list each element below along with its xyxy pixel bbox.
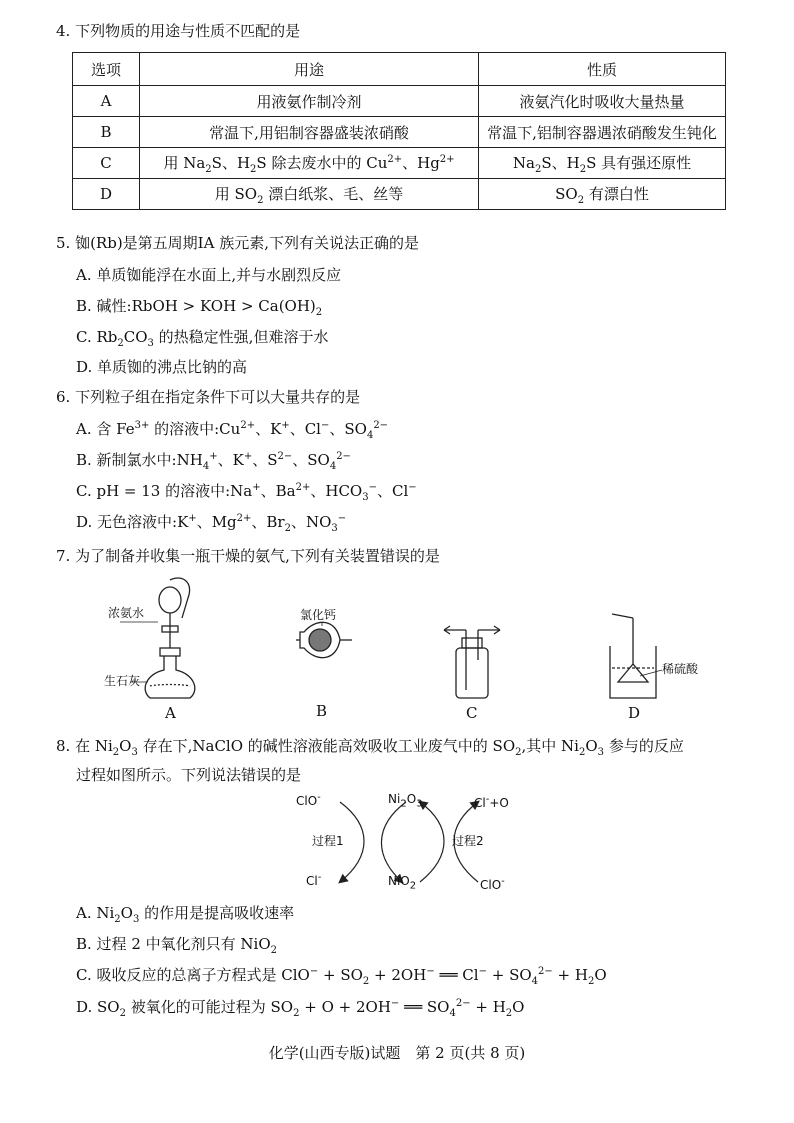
row-use: 常温下,用铝制容器盛装浓硝酸 <box>140 117 479 148</box>
row-option: A <box>73 86 140 117</box>
q6-option-c: C. pH = 13 的溶液中:Na+、$Ba^{2+}$、$HCO_3^-$、Cl− <box>76 482 417 503</box>
label-ammonia-water: 浓氨水 <box>108 606 145 620</box>
diagram-cl-o: Cl-+O <box>474 794 509 810</box>
q8-option-d: D. $SO_2$ 被氧化的可能过程为 $SO_2 + O + 2OH^-$ ══ $SO_4^{2-} + H_2O$ <box>76 998 525 1019</box>
diagram-ni2o3: $Ni_2O_3$ <box>388 792 423 810</box>
gas-bottle-icon <box>456 648 488 698</box>
process1-right-arrow-icon <box>381 802 406 882</box>
inverted-funnel-icon <box>618 664 648 682</box>
row-option: B <box>73 117 140 148</box>
table-row <box>73 179 726 210</box>
apparatus-c <box>444 626 500 698</box>
row-option: D <box>73 179 140 210</box>
q8-option-b: B. 过程 2 中氧化剂只有 NiO$_2$ <box>76 935 278 956</box>
apparatus-b <box>296 622 352 658</box>
q6-stem: 6. 下列粒子组在指定条件下可以大量共存的是 <box>56 388 361 406</box>
process2-left-arrow-icon <box>420 802 444 882</box>
q5-option-b: B. 碱性:RbOH > KOH > $Ca(OH)_2$ <box>76 297 323 318</box>
cacl2-granules-icon <box>309 629 331 651</box>
diagram-clo-top: ClO- <box>296 792 321 808</box>
funnel-bulb-icon <box>159 587 181 613</box>
q8-stem-line2: 过程如图所示。下列说法错误的是 <box>76 766 302 784</box>
diagram-process1: 过程1 <box>312 834 344 848</box>
row-use: 用 $Na_2S$、$H_2S$ 除去废水中的 $Cu^{2+}$、$Hg^{2+}$ <box>140 148 479 179</box>
q5-option-a: A. 单质铷能浮在水面上,并与水剧烈反应 <box>76 266 342 284</box>
q4-stem: 4. 下列物质的用途与性质不匹配的是 <box>56 22 301 40</box>
row-property: 常温下,铝制容器遇浓硝酸发生钝化 <box>479 117 726 148</box>
label-cacl2: 氯化钙 <box>300 608 337 622</box>
diagram-nio2: NiO$_2$ <box>388 874 417 892</box>
apparatus-label-d: D <box>628 704 641 722</box>
q7-stem: 7. 为了制备并收集一瓶干燥的氨气,下列有关装置错误的是 <box>56 547 440 565</box>
q4-table <box>72 52 726 210</box>
q8-option-c: C. 吸收反应的总离子方程式是 $ClO^- + SO_2 + 2OH^-$ ══ $Cl^- + SO_4^{2-} + H_2O$ <box>76 966 607 987</box>
header-use: 用途 <box>140 53 479 86</box>
apparatus-label-a: A <box>165 704 176 722</box>
diagram-process2: 过程2 <box>452 834 484 848</box>
q5-stem: 5. 铷(Rb)是第五周期ⅠA 族元素,下列有关说法正确的是 <box>56 234 419 252</box>
apparatus-label-c: C <box>466 704 478 722</box>
header-option: 选项 <box>73 53 140 86</box>
diagram-cl-bottom: Cl- <box>306 872 322 888</box>
table-row <box>73 117 726 148</box>
round-flask-icon <box>145 656 195 698</box>
q5-option-d: D. 单质铷的沸点比钠的高 <box>76 358 248 376</box>
header-property: 性质 <box>479 53 726 86</box>
page-footer: 化学(山西专版)试题 第 2 页(共 8 页) <box>268 1044 526 1062</box>
table-row <box>73 148 726 179</box>
apparatus-label-b: B <box>316 702 328 720</box>
row-use: 用 $SO_2$ 漂白纸浆、毛、丝等 <box>140 179 479 210</box>
row-use: 用液氨作制冷剂 <box>140 86 479 117</box>
q6-option-b: B. 新制氯水中$:NH_4^+$、K+、$S^{2-}$、$SO_4^{2-}$ <box>76 451 351 472</box>
table-row <box>73 86 726 117</box>
row-property: 液氨汽化时吸收大量热量 <box>479 86 726 117</box>
row-property: $Na_2S$、$H_2S$ 具有强还原性 <box>479 148 726 179</box>
apparatus-d <box>610 614 662 698</box>
row-property: $SO_2$ 有漂白性 <box>479 179 726 210</box>
q6-option-d: D. 无色溶液中:K+、$Mg^{2+}$、$Br_2$、$NO_3^-$ <box>76 513 347 534</box>
q5-option-c: C. $Rb_2CO_3$ 的热稳定性强,但难溶于水 <box>76 328 329 349</box>
row-option: C <box>73 148 140 179</box>
label-dilute-h2so4: 稀硫酸 <box>662 662 699 676</box>
q6-option-a: A. 含 $Fe^{3+}$ 的溶液中$:Cu^{2+}$、K+、Cl−、$SO_4^{2-}$ <box>76 420 389 441</box>
label-quicklime: 生石灰 <box>104 674 141 688</box>
q8-stem-line1: 8. 在 $Ni_2O_3$ 存在下,NaClO 的碱性溶液能高效吸收工业废气中的 $SO_2$,其中 $Ni_2O_3$ 参与的反应 <box>56 737 684 758</box>
diagram-clo-bottom: ClO- <box>480 876 505 892</box>
q8-option-a: A. $Ni_2O_3$ 的作用是提高吸收速率 <box>76 904 295 925</box>
table-header-row <box>73 53 726 86</box>
